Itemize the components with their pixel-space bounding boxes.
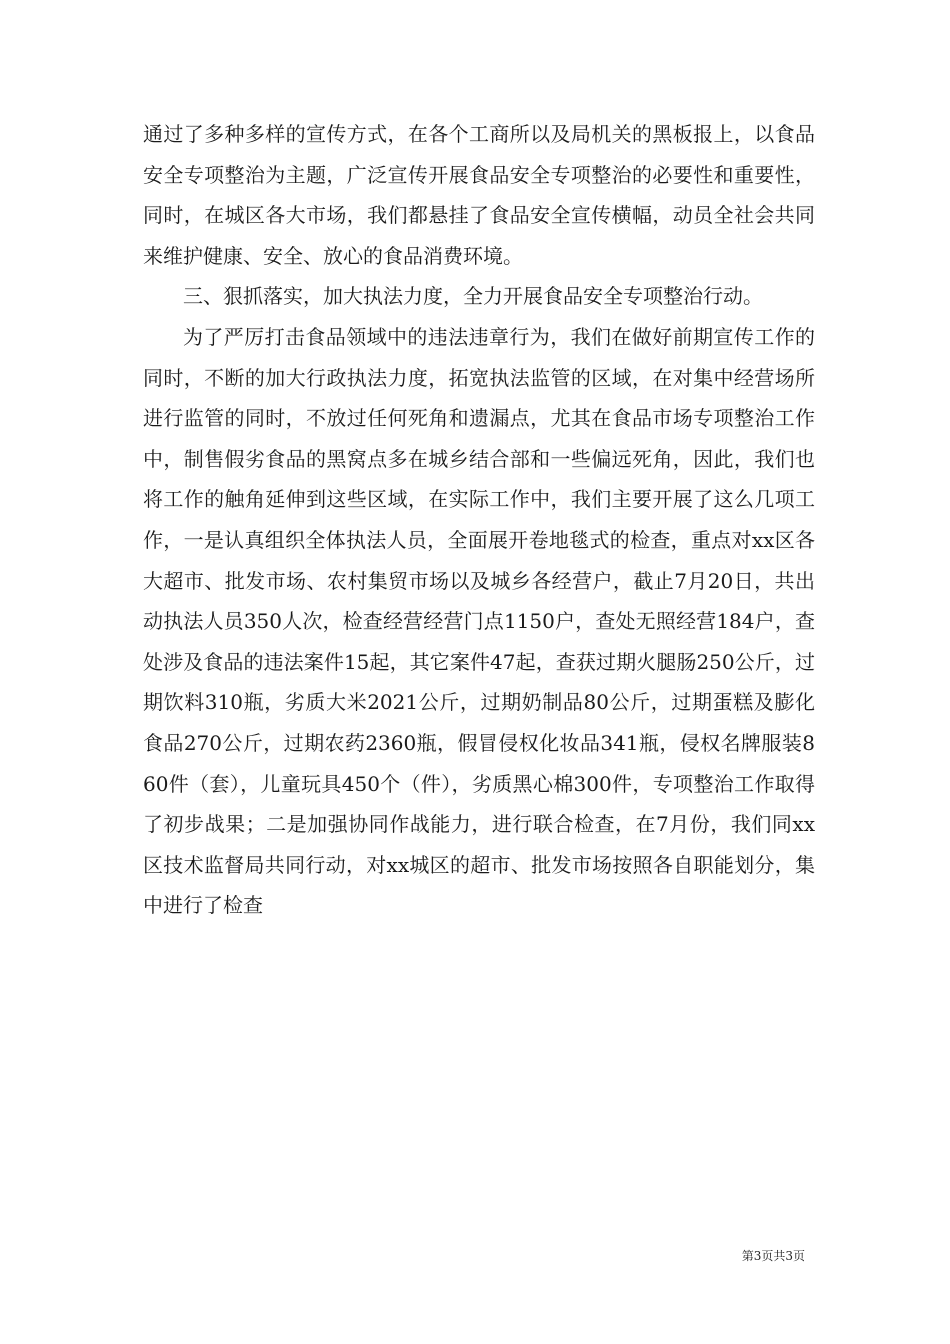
page-number-footer: 第3页共3页 (741, 1249, 805, 1263)
document-body (143, 114, 815, 926)
paragraph-enforcement: 为了严厉打击食品领域中的违法违章行为，我们在做好前期宣传工作的同时，不断的加大行政执法力度，拓宽执法监管的区域，在对集中经营场所进行监管的同时，不放过任何死角和遗漏点，尤其在食品市场专项整治工作中，制售假劣食品的黑窝点多在城乡结合部和一些偏远死角，因此，我们也将工作的触角延伸到这些区域，在实际工作中，我们主要开展了这么几项工作，一是认真组织全体执法人员，全面展开卷地毯式的检查，重点对xx区各大超市、批发市场、农村集贸市场以及城乡各经营户，截止7月20日，共出动执法人员350人次，检查经营经营门点1150户，查处无照经营184户，查处涉及食品的违法案件15起，其它案件47起，查获过期火腿肠250公斤，过期饮料310瓶，劣质大米2021公斤，过期奶制品80公斤，过期蛋糕及膨化食品270公斤，过期农药2360瓶，假冒侵权化妆品341瓶，侵权名牌服装860件（套），儿童玩具450个（件），劣质黑心棉300件，专项整治工作取得了初步战果；二是加强协同作战能力，进行联合检查，在7月份，我们同xx区技术监督局共同行动，对xx城区的超市、批发市场按照各自职能划分，集中进行了检查 (143, 324, 815, 918)
paragraph-publicity: 通过了多种多样的宣传方式，在各个工商所以及局机关的黑板报上，以食品安全专项整治为主题，广泛宣传开展食品安全专项整治的必要性和重要性，同时，在城区各大市场，我们都悬挂了食品安全宣传横幅，动员全社会共同来维护健康、安全、放心的食品消费环境。 (143, 122, 815, 268)
paragraph-section-heading: 三、狠抓落实，加大执法力度，全力开展食品安全专项整治行动。 (183, 284, 763, 309)
